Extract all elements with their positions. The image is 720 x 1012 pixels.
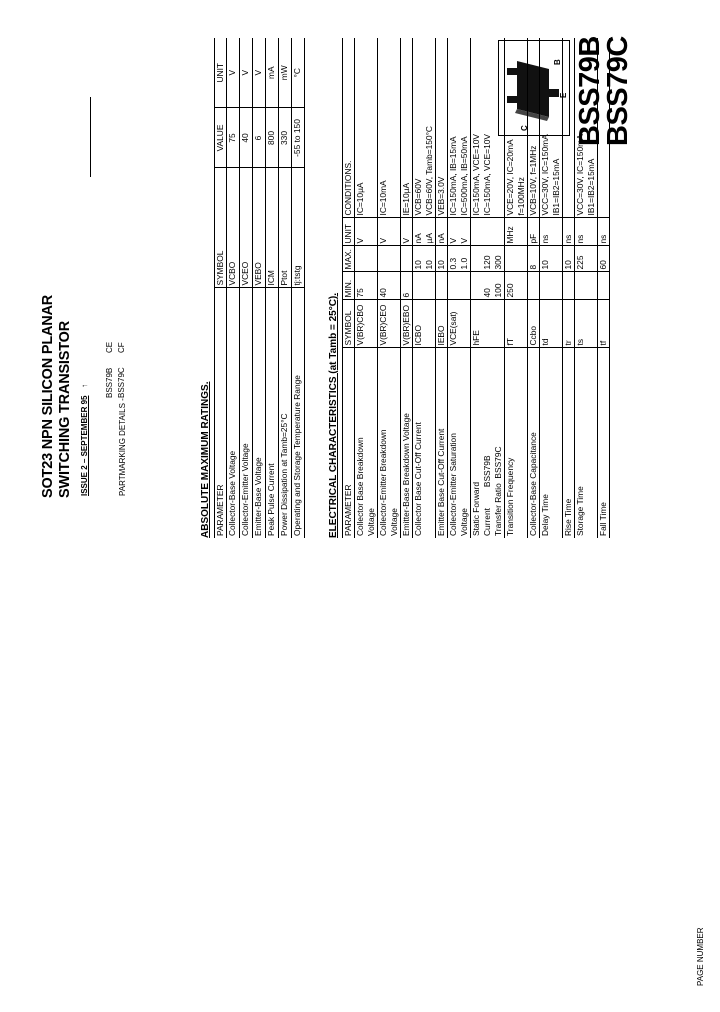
table-cell: VCB=60V VCB=60V, Tamb=150°C	[413, 38, 436, 218]
table-row	[227, 38, 240, 538]
table-cell: 225	[575, 246, 598, 272]
table-header-cell: SYMBOL	[343, 300, 355, 348]
table-cell: Emitter-Base Breakdown Voltage	[401, 413, 411, 536]
table-cell: 75	[227, 108, 240, 168]
table-cell: Emitter Base Cut-Off Current	[436, 428, 446, 536]
part-number-b: BSS79B	[574, 36, 606, 146]
table-cell	[448, 272, 471, 300]
table-cell: 10 10	[413, 246, 436, 272]
table-cell: Collector-Base Voltage	[227, 450, 237, 536]
abs-max-title: ABSOLUTE MAXIMUM RATINGS.	[200, 381, 211, 538]
table-cell: mA	[266, 38, 279, 108]
table-cell: IC=150mA, IB=15mA IC=500mA, IB=50mA	[448, 38, 471, 218]
page-number-text: PAGE NUMBER	[696, 927, 705, 986]
table-cell: VCEO	[240, 168, 253, 288]
table-cell	[378, 246, 401, 272]
table-row	[448, 38, 471, 538]
partmarking-mark: CF	[117, 342, 126, 353]
table-header-row	[215, 38, 227, 538]
table-cell: tf	[598, 300, 610, 348]
table-row	[598, 38, 610, 538]
table-cell: Storage Time	[575, 486, 585, 536]
table-cell: IC=10µA	[355, 38, 378, 218]
table-cell	[575, 272, 598, 300]
table-cell: pF	[528, 218, 540, 246]
table-cell: Collector-Emitter Voltage	[240, 443, 250, 536]
table-cell: tr	[563, 300, 575, 348]
table-cell: Operating and Storage Temperature Range	[292, 375, 302, 536]
table-cell: Delay Time	[540, 494, 550, 536]
table-cell: Rise Time	[563, 498, 573, 536]
table-cell: V	[355, 218, 378, 246]
table-cell: Collector Base Cut-Off Current	[413, 422, 423, 536]
table-cell: ns	[563, 218, 575, 246]
table-cell: Power Dissipation at Tamb=25°C	[279, 413, 289, 536]
table-header-cell: UNIT	[215, 38, 227, 108]
table-cell: Collector Base Breakdown Voltage	[355, 437, 376, 536]
table-cell: V	[240, 38, 253, 108]
table-cell: IC=150mA, VCE=10V IC=150mA, VCE=10V	[471, 38, 505, 218]
table-row	[240, 38, 253, 538]
table-cell: hFE	[471, 300, 505, 348]
table-cell	[401, 246, 413, 272]
table-cell: V(BR)CBO	[355, 300, 378, 348]
table-row	[253, 38, 266, 538]
table-row	[505, 38, 528, 538]
elec-title: ELECTRICAL CHARACTERISTICS (at Tamb = 25°C).	[328, 292, 339, 538]
table-cell: VCE(sat)	[448, 300, 471, 348]
table-cell: 0.3 1.0	[448, 246, 471, 272]
table-cell: VCB=10V, f=1MHz	[528, 38, 540, 218]
table-cell: V(BR)EBO	[401, 300, 413, 348]
partmarking-label: PARTMARKING DETAILS -	[118, 398, 127, 496]
table-cell	[528, 272, 540, 300]
table-header-row	[343, 38, 355, 538]
table-cell: 10	[540, 246, 563, 272]
table-header-cell: PARAMETER	[343, 484, 353, 536]
table-cell: V	[253, 38, 266, 108]
table-row	[401, 38, 413, 538]
table-header-cell: CONDITIONS.	[343, 38, 355, 218]
table-cell: 60	[598, 246, 610, 272]
table-cell: VCC=30V, IC=150mA IB1=IB2=15mA	[575, 38, 598, 218]
issue-marker: ↑	[80, 384, 89, 388]
table-cell: V(BR)CEO	[378, 300, 401, 348]
table-cell: MHz	[505, 218, 528, 246]
table-cell: ICBO	[413, 300, 436, 348]
title-line1: SOT23 NPN SILICON PLANAR	[40, 294, 56, 498]
table-row	[471, 38, 505, 538]
table-row	[528, 38, 540, 538]
table-cell	[505, 246, 528, 272]
table-cell	[540, 272, 563, 300]
elec-table	[342, 38, 610, 538]
table-cell: Transition Frequency	[505, 457, 515, 536]
table-cell: 40	[378, 272, 401, 300]
table-cell: 75	[355, 272, 378, 300]
table-row	[563, 38, 575, 538]
table-cell	[598, 272, 610, 300]
table-cell	[436, 272, 448, 300]
table-cell: ts	[575, 300, 598, 348]
part-number-c: BSS79C	[602, 36, 634, 146]
table-cell	[563, 38, 575, 218]
table-row	[575, 38, 598, 538]
table-cell: Fall Time	[598, 502, 608, 536]
page-number	[696, 926, 706, 986]
table-cell: fT	[505, 300, 528, 348]
table-cell: tj:tstg	[292, 168, 305, 288]
issue-label: ISSUE 2 – SEPTEMBER 95	[80, 395, 89, 496]
table-cell: IEBO	[436, 300, 448, 348]
table-cell: ns	[598, 218, 610, 246]
table-row	[279, 38, 292, 538]
table-cell: Emitter-Base Voltage	[253, 457, 263, 536]
table-row	[540, 38, 563, 538]
table-header-cell: MAX.	[343, 246, 355, 272]
table-cell: VCE=20V, IC=20mA f=100MHz	[505, 38, 528, 218]
table-cell: 40	[240, 108, 253, 168]
divider	[90, 97, 91, 177]
table-cell: IC=10mA	[378, 38, 401, 218]
table-cell	[598, 38, 610, 218]
table-cell	[355, 246, 378, 272]
table-row	[378, 38, 401, 538]
table-row	[355, 38, 378, 538]
table-cell: V V	[448, 218, 471, 246]
table-cell: Ptot	[279, 168, 292, 288]
table-cell: VCBO	[227, 168, 240, 288]
table-cell: 800	[266, 108, 279, 168]
table-cell: 10	[436, 246, 448, 272]
partmarking-part: BSS79B	[105, 367, 114, 398]
datasheet-page	[36, 38, 648, 538]
table-cell: VCC=30V, IC=150mA IB1=IB2=15mA	[540, 38, 563, 218]
table-cell: Ccbo	[528, 300, 540, 348]
table-cell: 250	[505, 272, 528, 300]
table-cell: 330	[279, 108, 292, 168]
table-cell: ICM	[266, 168, 279, 288]
table-header-cell: UNIT	[343, 218, 355, 246]
table-cell: 6	[401, 272, 413, 300]
table-cell: nA µA	[413, 218, 436, 246]
table-cell: Collector-Base Capacitance	[528, 432, 538, 536]
pin-label-e: E	[559, 92, 568, 98]
table-row	[266, 38, 279, 538]
table-cell: 40 100	[471, 272, 505, 300]
pin-label-c: C	[520, 125, 529, 131]
pin-label-b: B	[553, 59, 562, 65]
table-cell: Collector-Emitter Saturation Voltage	[448, 433, 469, 536]
table-cell: ns	[540, 218, 563, 246]
table-cell: 10	[563, 246, 575, 272]
table-cell: Collector-Emitter Breakdown Voltage	[378, 429, 399, 536]
table-row	[436, 38, 448, 538]
table-row	[292, 38, 305, 538]
table-cell: 8	[528, 246, 540, 272]
table-cell: -55 to 150	[292, 108, 305, 168]
table-cell: 6	[253, 108, 266, 168]
table-cell	[413, 272, 436, 300]
title-line2: SWITCHING TRANSISTOR	[57, 321, 73, 498]
table-cell: 120 300	[471, 246, 505, 272]
table-cell: V	[227, 38, 240, 108]
abs-max-table	[214, 38, 305, 538]
table-cell	[563, 272, 575, 300]
table-cell: V	[401, 218, 413, 246]
table-cell: ns	[575, 218, 598, 246]
table-cell: Peak Pulse Current	[266, 463, 276, 536]
table-header-cell: SYMBOL	[215, 168, 227, 288]
partmarking-part: BSS79C	[117, 367, 126, 398]
table-cell: nA	[436, 218, 448, 246]
table-row	[413, 38, 436, 538]
table-cell: VEBO	[253, 168, 266, 288]
table-cell: td	[540, 300, 563, 348]
partmarking-mark: CE	[105, 341, 114, 353]
table-cell: °C	[292, 38, 305, 108]
table-cell	[471, 218, 505, 246]
table-header-cell: PARAMETER	[215, 484, 225, 536]
table-cell: V	[378, 218, 401, 246]
table-cell: IE=10µA	[401, 38, 413, 218]
table-header-cell: MIN.	[343, 272, 355, 300]
table-cell: VEB=3.0V	[436, 38, 448, 218]
table-cell: Static Forward Current BSS79B Transfer Ratio BSS79C	[471, 446, 503, 536]
table-cell: mW	[279, 38, 292, 108]
table-header-cell: VALUE	[215, 108, 227, 168]
